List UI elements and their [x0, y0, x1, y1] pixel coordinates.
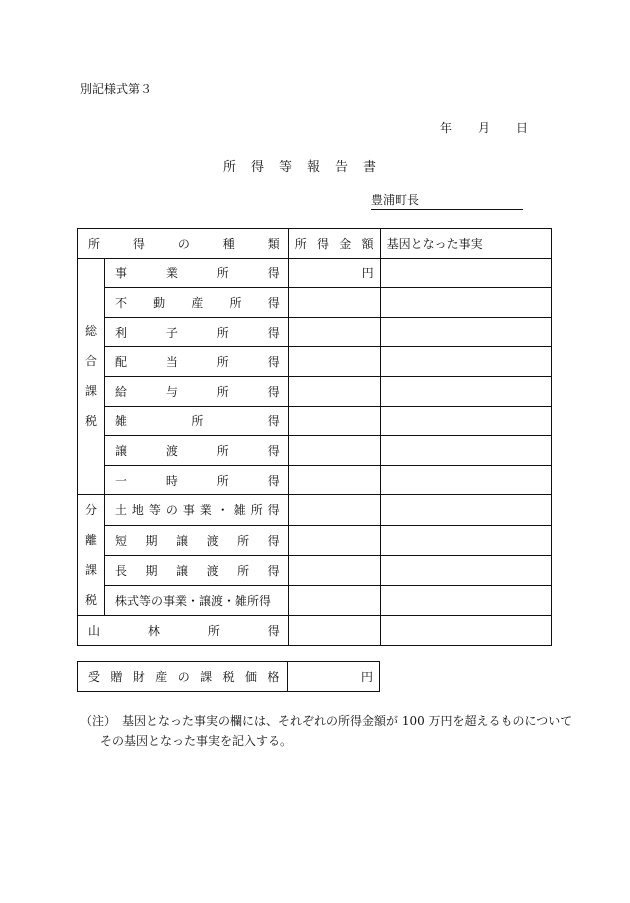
text-segment: 所	[237, 563, 250, 578]
text-segment: 与	[165, 384, 178, 399]
text-segment: 得	[267, 503, 280, 518]
text-segment: 得	[267, 473, 280, 488]
text-segment: 得	[267, 414, 280, 429]
text-segment: 地	[131, 503, 144, 518]
income-amount-field[interactable]	[288, 436, 380, 466]
text-segment: 課	[200, 670, 213, 684]
income-fact-field[interactable]	[380, 347, 551, 377]
income-type-cell	[104, 525, 288, 555]
text-segment: 所	[216, 355, 229, 370]
text-segment: 雑	[114, 414, 127, 429]
gift-label	[78, 668, 287, 685]
text-segment: 格	[267, 670, 280, 684]
gift-table	[77, 661, 380, 692]
text-segment: 株式等の事業・譲渡・雑所得	[114, 594, 271, 609]
income-type-cell	[104, 347, 288, 377]
text-segment: 事	[182, 503, 195, 518]
income-type-label	[78, 622, 288, 639]
income-type-cell	[78, 616, 289, 646]
income-amount-field[interactable]	[288, 317, 380, 347]
income-type-label	[105, 294, 288, 311]
header-type-cell	[78, 229, 289, 259]
footnote-line-2: その基因となった事実を記入する。	[100, 734, 293, 748]
text-segment: 得	[267, 325, 280, 340]
text-segment: 所	[216, 473, 229, 488]
date-year-label: 年	[440, 121, 453, 135]
text-segment: 所	[216, 384, 229, 399]
text-segment: 種	[222, 236, 235, 251]
text-segment: 額	[361, 236, 374, 251]
text-segment: 得	[267, 295, 280, 310]
text-segment: 時	[165, 473, 178, 488]
income-type-label	[105, 324, 288, 341]
table-row	[78, 376, 552, 406]
income-type-label	[105, 592, 288, 609]
header-facts-cell	[380, 229, 551, 259]
text-segment: 業	[199, 503, 212, 518]
table-row	[78, 525, 552, 555]
text-segment: 山	[88, 624, 101, 639]
header-type	[78, 235, 288, 252]
text-segment: 金	[339, 236, 352, 251]
recipient-name: 豊浦町長	[371, 193, 420, 207]
recipient-line	[371, 191, 523, 210]
footnote	[80, 711, 580, 751]
income-amount-field[interactable]	[288, 288, 380, 318]
income-type-cell	[104, 258, 288, 288]
text-segment: 贈	[110, 670, 123, 684]
text-segment: 所	[237, 533, 250, 548]
text-segment: 得	[267, 355, 280, 370]
table-row	[78, 347, 552, 377]
text-segment: 所	[191, 414, 204, 429]
text-segment: 業	[165, 266, 178, 281]
text-segment: 等	[148, 503, 161, 518]
text-segment: 基因となった事実	[386, 236, 483, 251]
text-segment: 得	[317, 236, 330, 251]
header-amount	[289, 235, 380, 252]
income-type-cell	[104, 376, 288, 406]
gift-amount-field[interactable]: 円	[288, 662, 380, 692]
table-row	[78, 288, 552, 318]
income-type-cell	[104, 465, 288, 495]
income-table	[77, 228, 552, 646]
income-fact-field[interactable]	[380, 465, 551, 495]
income-amount-field[interactable]	[288, 586, 380, 616]
income-amount-field[interactable]: 円	[288, 258, 380, 288]
text-segment: 得	[267, 624, 280, 639]
text-segment: 産	[191, 295, 204, 310]
table-row	[78, 495, 552, 525]
text-segment: 利	[114, 325, 127, 340]
date-day-label: 日	[516, 121, 529, 135]
income-fact-field[interactable]	[380, 317, 551, 347]
income-fact-field[interactable]	[380, 525, 551, 555]
text-segment: 事	[114, 266, 127, 281]
text-segment: 期	[145, 563, 158, 578]
text-segment: 得	[267, 266, 280, 281]
income-amount-field[interactable]	[288, 347, 380, 377]
income-type-label	[105, 353, 288, 370]
table-row	[78, 436, 552, 466]
text-segment: 不	[114, 295, 127, 310]
income-type-label	[105, 442, 288, 459]
table-header-row	[78, 229, 552, 259]
text-segment: 長	[114, 563, 127, 578]
table-row	[78, 616, 552, 646]
income-type-label	[105, 472, 288, 489]
text-segment: 渡	[165, 443, 178, 458]
text-segment: 得	[132, 236, 145, 251]
text-segment: 当	[165, 355, 178, 370]
text-segment: 給	[114, 384, 127, 399]
text-segment: ・	[216, 503, 229, 518]
date-month-label: 月	[478, 121, 491, 135]
income-type-cell	[104, 495, 288, 525]
text-segment: 所	[216, 443, 229, 458]
date-line	[440, 119, 528, 136]
header-amount-cell	[288, 229, 380, 259]
income-type-label	[105, 501, 288, 518]
text-segment: 所	[294, 236, 307, 251]
text-segment: 渡	[206, 533, 219, 548]
income-fact-field[interactable]	[380, 555, 551, 585]
income-fact-field[interactable]	[380, 406, 551, 436]
income-fact-field[interactable]	[380, 586, 551, 616]
income-type-cell	[104, 436, 288, 466]
text-segment: 短	[114, 533, 127, 548]
text-segment: 所	[88, 236, 101, 251]
income-type-label	[105, 383, 288, 400]
income-fact-field[interactable]	[380, 495, 551, 525]
text-segment: 所	[216, 325, 229, 340]
text-segment: 得	[267, 533, 280, 548]
text-segment: 得	[267, 563, 280, 578]
text-segment: 得	[267, 443, 280, 458]
group-label: 総 合 課 税	[78, 258, 105, 495]
text-segment: 所	[216, 266, 229, 281]
text-segment: 配	[114, 355, 127, 370]
text-segment: 一	[114, 473, 127, 488]
income-amount-field[interactable]	[288, 406, 380, 436]
income-fact-field[interactable]	[380, 288, 551, 318]
text-segment: 子	[165, 325, 178, 340]
table-row	[78, 258, 552, 288]
income-fact-field[interactable]	[380, 616, 551, 646]
income-fact-field[interactable]	[380, 376, 551, 406]
income-type-cell	[104, 555, 288, 585]
text-segment: 産	[155, 670, 168, 684]
text-segment: 得	[267, 384, 280, 399]
table-row	[78, 586, 552, 616]
income-type-label	[105, 264, 288, 281]
footnote-line-1: （注） 基因となった事実の欄には、それぞれの所得金額が 100 万円を超えるものについて	[80, 714, 573, 728]
table-row	[78, 317, 552, 347]
income-type-label	[105, 532, 288, 549]
text-segment: 税	[222, 670, 235, 684]
income-type-label	[105, 562, 288, 579]
gift-label-cell	[78, 662, 288, 692]
income-type-label	[105, 412, 288, 429]
text-segment: 所	[207, 624, 220, 639]
income-type-cell	[104, 406, 288, 436]
gift-row	[78, 662, 380, 692]
income-type-cell	[104, 317, 288, 347]
income-amount-field[interactable]	[288, 616, 380, 646]
income-type-cell	[104, 586, 288, 616]
income-amount-field[interactable]	[288, 525, 380, 555]
text-segment: 価	[244, 670, 257, 684]
text-segment: の	[177, 236, 190, 251]
income-amount-field[interactable]	[288, 495, 380, 525]
text-segment: 受	[88, 670, 101, 684]
text-segment: 林	[147, 624, 160, 639]
text-segment: 動	[153, 295, 166, 310]
table-row	[78, 555, 552, 585]
income-amount-field[interactable]	[288, 555, 380, 585]
form-number: 別記様式第３	[80, 82, 153, 96]
text-segment: の	[177, 670, 190, 684]
text-segment: 所	[229, 295, 242, 310]
text-segment: の	[165, 503, 178, 518]
text-segment: 譲	[176, 563, 189, 578]
table-row	[78, 465, 552, 495]
income-amount-field[interactable]	[288, 465, 380, 495]
document-title: 所 得 等 報 告 書	[222, 160, 377, 175]
text-segment: 譲	[176, 533, 189, 548]
income-amount-field[interactable]	[288, 376, 380, 406]
income-type-cell	[104, 288, 288, 318]
text-segment: 雑	[233, 503, 246, 518]
text-segment: 所	[250, 503, 263, 518]
text-segment: 渡	[206, 563, 219, 578]
text-segment: 期	[145, 533, 158, 548]
income-fact-field[interactable]	[380, 436, 551, 466]
table-row	[78, 406, 552, 436]
text-segment: 土	[114, 503, 127, 518]
text-segment: 譲	[114, 443, 127, 458]
text-segment: 財	[132, 670, 145, 684]
header-facts	[381, 235, 551, 252]
income-fact-field[interactable]	[380, 258, 551, 288]
group-label: 分 離 課 税	[78, 495, 105, 616]
text-segment: 類	[267, 236, 280, 251]
